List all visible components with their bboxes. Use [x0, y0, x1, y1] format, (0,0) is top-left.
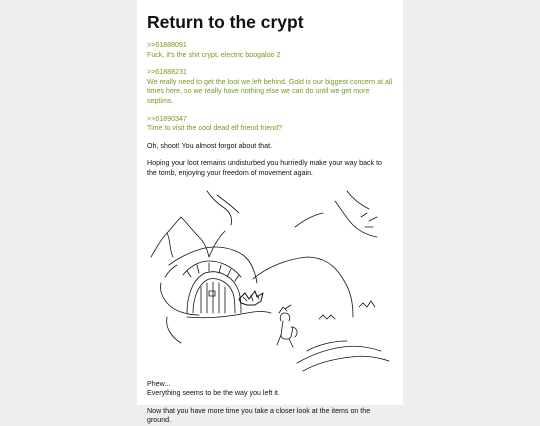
- path-line: [303, 356, 389, 371]
- mound-line: [165, 265, 177, 277]
- story-paragraph: Now that you have more time you take a closer look at the items on the ground.: [147, 406, 371, 425]
- ground-line: [167, 317, 181, 343]
- grass-tufts: [359, 301, 375, 307]
- post-content: [137, 0, 393, 426]
- story-illustration[interactable]: [147, 187, 393, 372]
- story-paragraph: Phew...: [147, 379, 171, 388]
- mound-line: [169, 247, 257, 283]
- quote-text: We really need to get the loot we left behind. Gold is our biggest concern at all times here, so we really have nothing else we can do until we get more septims.: [147, 77, 393, 105]
- figure-body: [281, 321, 293, 339]
- rock-line: [207, 191, 232, 225]
- quote-link[interactable]: >>61888091: [147, 41, 187, 49]
- story-paragraph: Everything seems to be the way you left it.: [147, 389, 280, 398]
- quote-link[interactable]: >>61890347: [147, 114, 187, 123]
- quote-block: [147, 41, 393, 60]
- tree-line: [347, 191, 369, 209]
- quote-text: Fuck, it's the shit crypt, electric boogaloo 2: [147, 50, 281, 59]
- quote-block: [147, 115, 393, 134]
- post-container: [137, 0, 403, 425]
- tree-line: [335, 201, 377, 237]
- figure-ears: [279, 305, 291, 313]
- quote-link[interactable]: >>61888231: [147, 68, 187, 77]
- tree-line: [295, 213, 323, 227]
- story-paragraph: Hoping your loot remains undisturbed you hurriedly make your way back to the tomb, enjoying your freedom of movement again.: [147, 159, 383, 177]
- path-line: [307, 341, 347, 351]
- door-window: [209, 291, 215, 296]
- branches: [361, 213, 377, 227]
- quote-text: Time to visit the cool dead elf friend friend?: [147, 124, 282, 133]
- quote-block: [147, 68, 393, 106]
- rock-line: [217, 195, 239, 213]
- ground-line: [187, 311, 271, 317]
- arch-stones: [183, 261, 241, 277]
- path-line: [297, 346, 381, 363]
- door-planks: [201, 282, 225, 313]
- cliff-line: [151, 217, 225, 257]
- foliage: [239, 291, 263, 305]
- story-paragraph: Oh, shoot! You almost forgot about that.: [147, 141, 273, 150]
- post-title: Return to the crypt: [147, 12, 304, 32]
- figure-head: [280, 313, 290, 321]
- cliff-line: [167, 233, 173, 257]
- hill-line: [253, 257, 353, 317]
- grass-tufts: [319, 315, 335, 319]
- figure-legs: [277, 335, 293, 347]
- crypt-entrance-drawing: [147, 187, 393, 372]
